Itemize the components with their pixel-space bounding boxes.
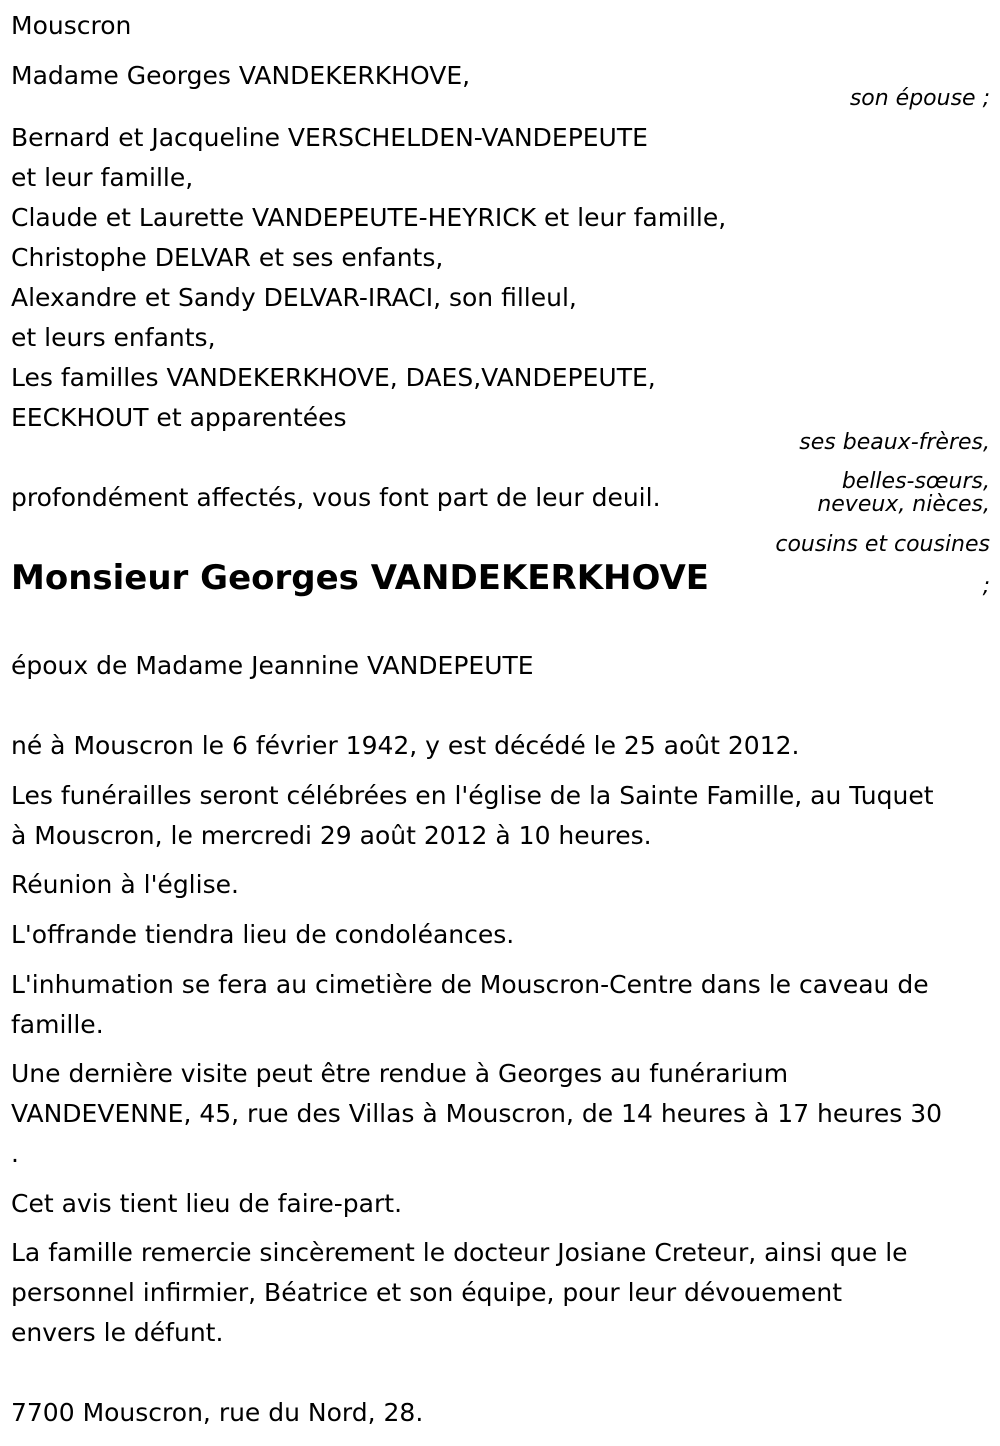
spouse-name: Madame Georges VANDEKERKHOVE, <box>11 61 471 90</box>
family-line: Bernard et Jacqueline VERSCHELDEN-VANDEPEUTE <box>11 123 648 152</box>
birth-death: né à Mouscron le 6 février 1942, y est décédé le 25 août 2012. <box>11 731 800 760</box>
spouse-role: son épouse ; <box>849 86 990 111</box>
family-line: Alexandre et Sandy DELVAR-IRACI, son filleul, <box>11 283 577 312</box>
family-line: et leur famille, <box>11 163 194 192</box>
family-line: et leurs enfants, <box>11 323 216 352</box>
family-line: EECKHOUT et apparentées <box>11 403 347 432</box>
family-role: belles-sœurs, <box>841 469 990 494</box>
family-line: Les familles VANDEKERKHOVE, DAES,VANDEPEUTE, <box>11 363 656 392</box>
visit-line: Une dernière visite peut être rendue à Georges au funérarium <box>11 1059 789 1088</box>
address: 7700 Mouscron, rue du Nord, 28. <box>11 1398 424 1427</box>
family-role: ses beaux-frères, <box>799 430 990 455</box>
funeral-line: Les funérailles seront célébrées en l'église de la Sainte Famille, au Tuquet <box>11 781 934 810</box>
spouse-of: époux de Madame Jeannine VANDEPEUTE <box>11 651 534 680</box>
family-role: ; <box>982 574 990 599</box>
deceased-name: Monsieur Georges VANDEKERKHOVE <box>11 558 710 598</box>
family-role: neveux, nièces, <box>817 492 990 517</box>
thanks-line: personnel infirmier, Béatrice et son équipe, pour leur dévouement <box>11 1278 842 1307</box>
family-line: Christophe DELVAR et ses enfants, <box>11 243 444 272</box>
burial-line: L'inhumation se fera au cimetière de Mouscron-Centre dans le caveau de <box>11 970 929 999</box>
burial-line: famille. <box>11 1010 104 1039</box>
notice-text: Cet avis tient lieu de faire-part. <box>11 1189 403 1218</box>
offering-note: L'offrande tiendra lieu de condoléances. <box>11 920 515 949</box>
funeral-line: à Mouscron, le mercredi 29 août 2012 à 10 heures. <box>11 821 652 850</box>
visit-line: . <box>11 1139 19 1168</box>
visit-line: VANDEVENNE, 45, rue des Villas à Mouscron, de 14 heures à 17 heures 30 <box>11 1099 943 1128</box>
thanks-line: La famille remercie sincèrement le docteur Josiane Creteur, ainsi que le <box>11 1238 908 1267</box>
thanks-line: envers le défunt. <box>11 1318 224 1347</box>
meeting-place: Réunion à l'église. <box>11 870 239 899</box>
family-line: Claude et Laurette VANDEPEUTE-HEYRICK et leur famille, <box>11 203 727 232</box>
family-role: cousins et cousines <box>775 532 990 557</box>
announcement: profondément affectés, vous font part de leur deuil. <box>11 483 661 512</box>
location: Mouscron <box>11 11 132 40</box>
